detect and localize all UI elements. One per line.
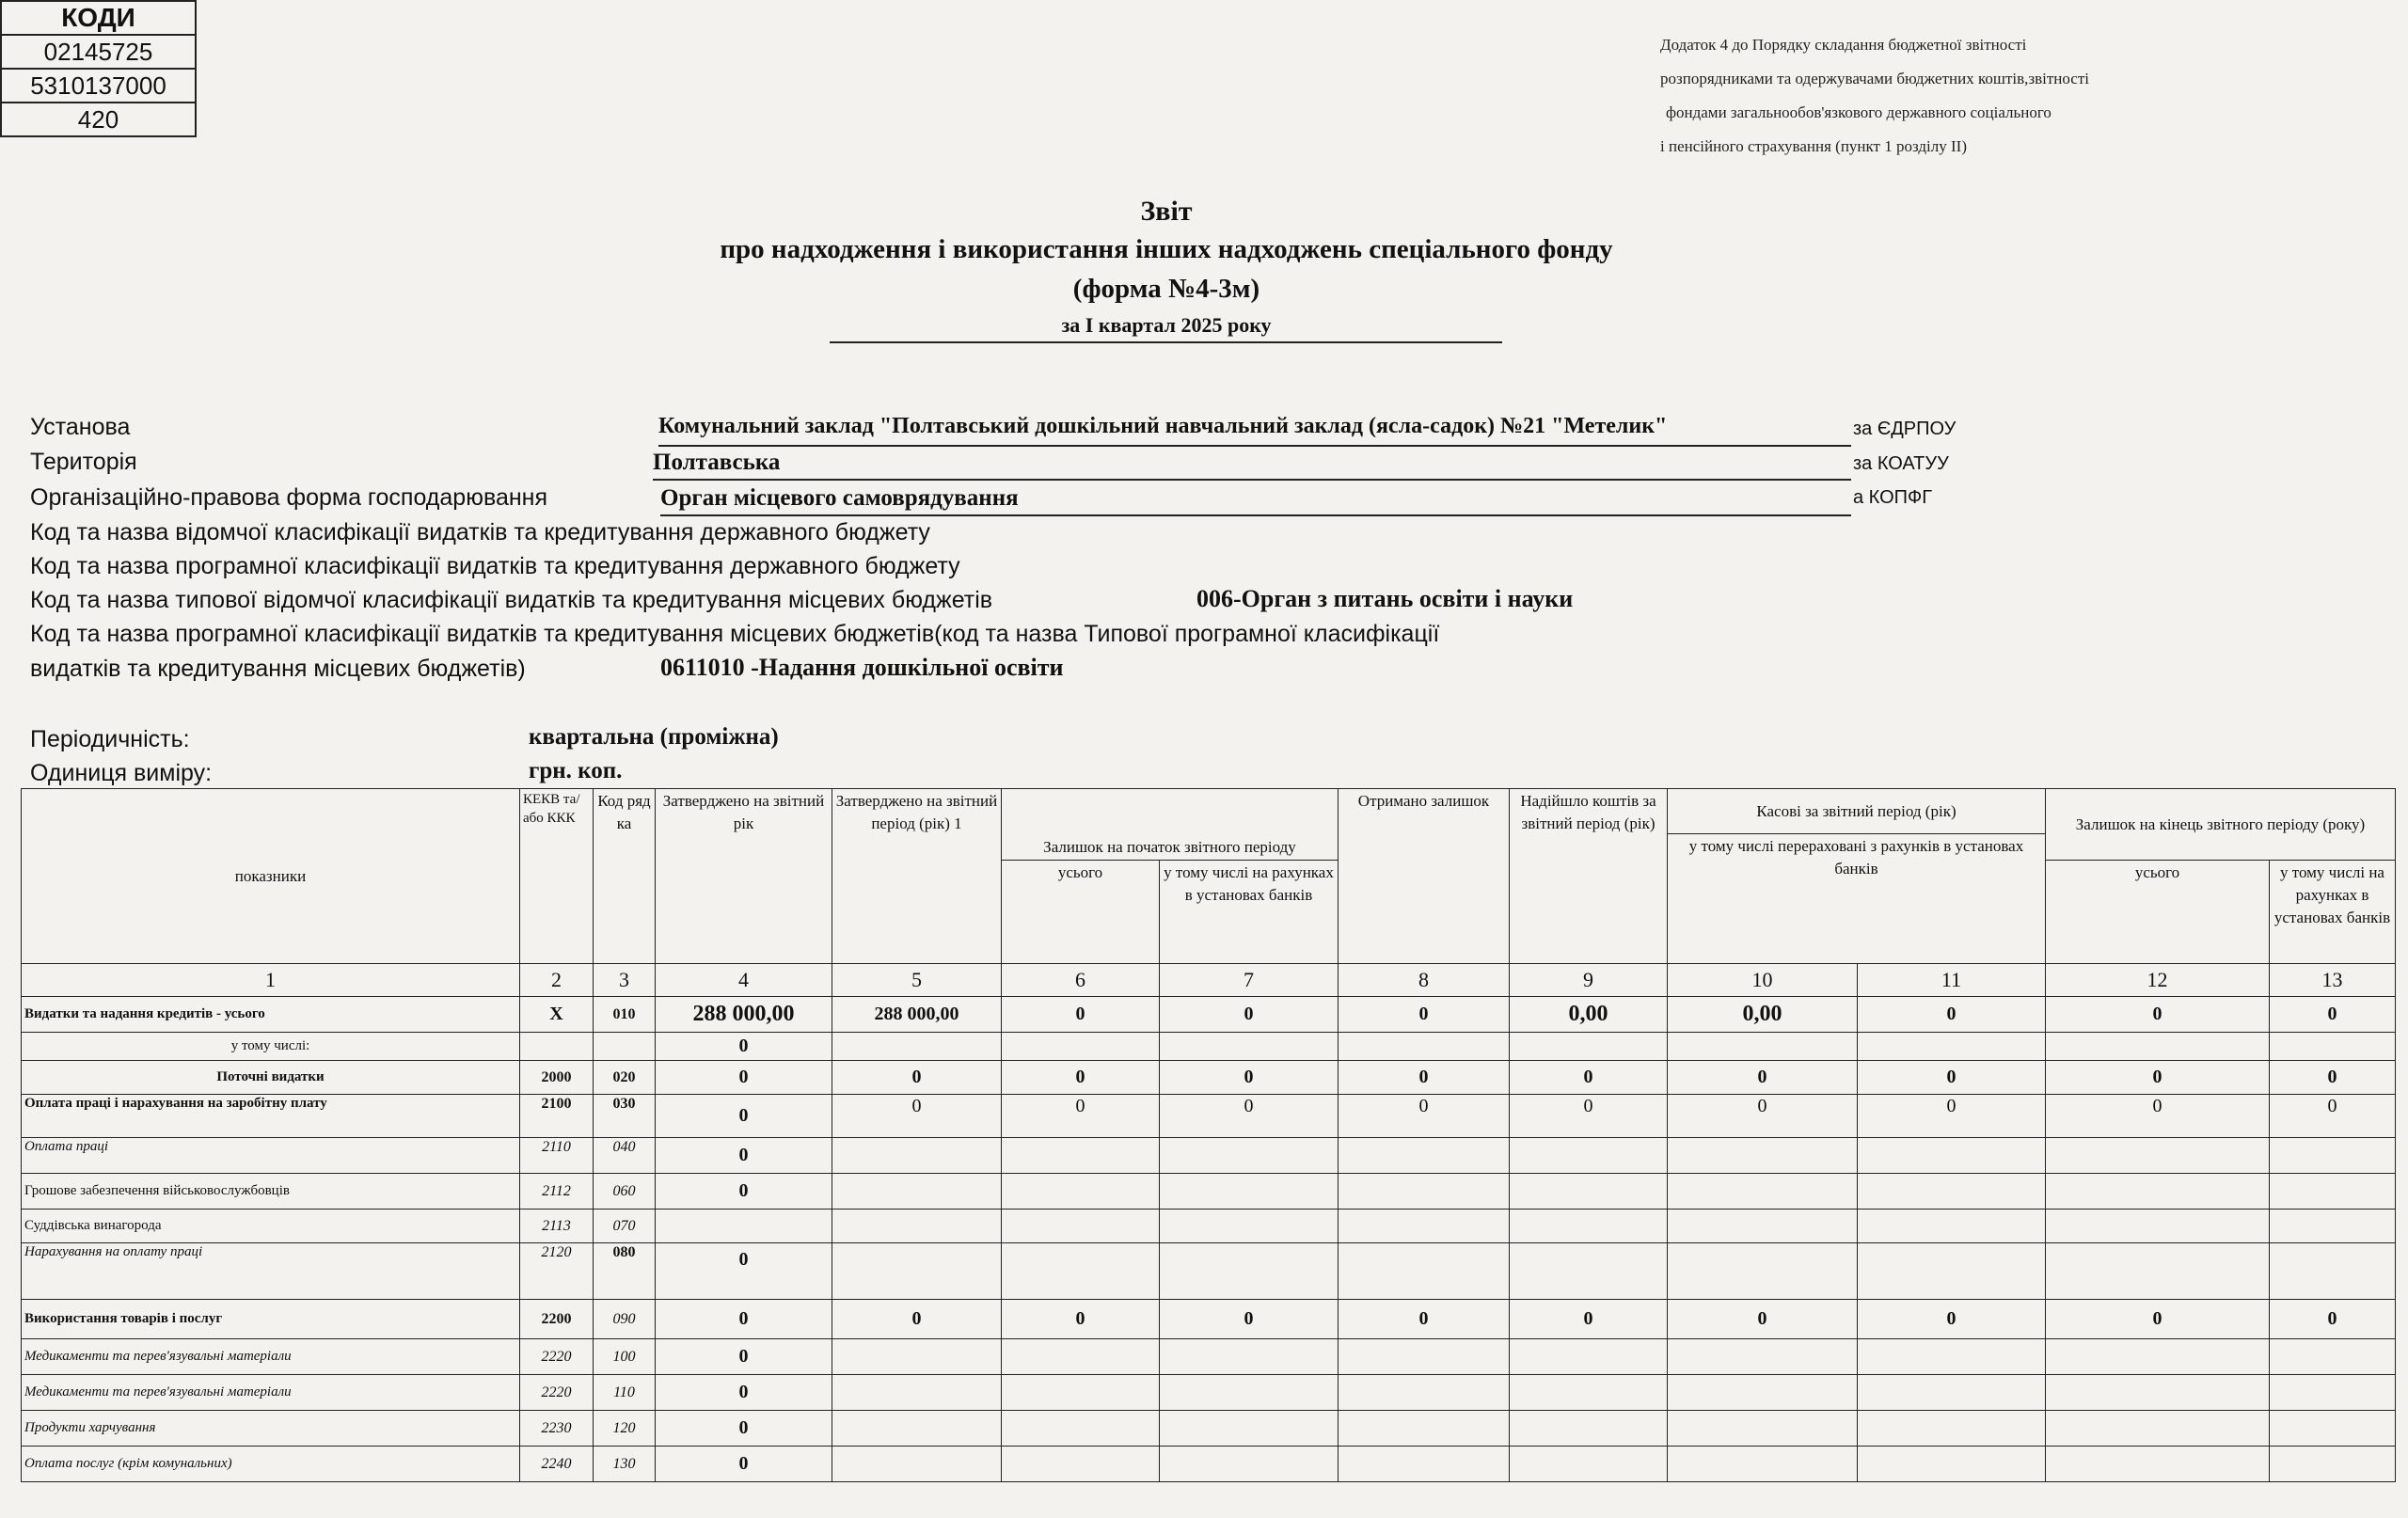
table-row (22, 1138, 2396, 1174)
row-value: 0 (656, 1061, 832, 1095)
row-value (2046, 1138, 2270, 1174)
col-number: 8 (1339, 964, 1510, 997)
typ-dept-local-value: 006-Орган з питань освіти і науки (1196, 585, 1574, 612)
row-value (1668, 1447, 1858, 1482)
row-value (1002, 1375, 1160, 1411)
row-value (1858, 1447, 2046, 1482)
row-value (1510, 1138, 1668, 1174)
row-value (1002, 1243, 1160, 1300)
header-in-bank: у тому числі на рахунках в установах банків (1160, 861, 1339, 964)
row-code: 100 (594, 1339, 656, 1375)
koatuu-label: за КОАТУУ (1853, 453, 1949, 474)
col-number: 2 (520, 964, 594, 997)
row-value (656, 1210, 832, 1243)
edrpou-code: 02145725 (1, 35, 196, 69)
header-kekv: КЕКВ та/або ККК (520, 789, 594, 964)
row-value: 0 (656, 1033, 832, 1061)
row-code: 020 (594, 1061, 656, 1095)
row-value (1339, 1447, 1510, 1482)
row-value (2270, 1447, 2396, 1482)
header-approved-period: Затверджено на звітний період (рік) 1 (832, 789, 1002, 964)
dept-state-label: Код та назва відомчої класифікації видатків та кредитування державного бюджету (30, 519, 930, 546)
row-value: 0 (1668, 1061, 1858, 1095)
row-value: 0 (1858, 997, 2046, 1033)
row-value (2270, 1375, 2396, 1411)
row-value: 0 (832, 1300, 1002, 1339)
appendix-line: і пенсійного страхування (пункт 1 розділу ІІ) (1660, 137, 1967, 155)
row-value (2046, 1033, 2270, 1061)
col-number: 5 (832, 964, 1002, 997)
row-value: 0 (832, 1061, 1002, 1095)
row-value (1002, 1447, 1160, 1482)
periodicity-value: квартальна (проміжна) (529, 724, 779, 750)
row-value (1339, 1375, 1510, 1411)
header-balance-end: Залишок на кінець звітного періоду (року) (2046, 789, 2396, 861)
row-value (1510, 1447, 1668, 1482)
row-value: 0 (656, 1300, 832, 1339)
row-label: Використання товарів і послуг (22, 1300, 520, 1339)
header-in-bank-end: у тому числі на рахунках в установах банків (2270, 861, 2396, 964)
kopfg-code: 420 (1, 103, 196, 136)
unit-label: Одиниця виміру: (30, 760, 213, 786)
row-label: Медикаменти та перев'язувальні матеріали (22, 1339, 520, 1375)
row-value (1002, 1174, 1160, 1210)
row-code: 110 (594, 1375, 656, 1411)
row-kekv: 2220 (520, 1375, 594, 1411)
row-value (832, 1243, 1002, 1300)
report-title-block (0, 193, 2333, 341)
row-value: 0 (656, 1411, 832, 1447)
row-value (1160, 1411, 1339, 1447)
row-value: 0 (1510, 1300, 1668, 1339)
table-row (22, 1210, 2396, 1243)
row-value: 0 (1339, 1300, 1510, 1339)
row-label: Оплата праці (22, 1138, 520, 1174)
col-number: 11 (1858, 964, 2046, 997)
header-transferred: у тому числі перераховані з рахунків в установах банків (1668, 834, 2046, 964)
row-code: 030 (594, 1095, 656, 1138)
row-value (1160, 1375, 1339, 1411)
row-value: 0 (1510, 1061, 1668, 1095)
row-value (1160, 1174, 1339, 1210)
row-value: 0 (1002, 997, 1160, 1033)
row-value (1858, 1210, 2046, 1243)
table-row (22, 1300, 2396, 1339)
row-value (1858, 1138, 2046, 1174)
report-subtitle: про надходження і використання інших надходжень спеціального фонду (720, 234, 1613, 264)
row-label: Видатки та надання кредитів - усього (22, 997, 520, 1033)
row-value (2046, 1210, 2270, 1243)
row-kekv: 2000 (520, 1061, 594, 1095)
row-value: 0,00 (1510, 997, 1668, 1033)
prog-local-label-2: видатків та кредитування місцевих бюджетів) (30, 656, 526, 682)
row-value (832, 1138, 1002, 1174)
row-label: Грошове забезпечення військовослужбовців (22, 1174, 520, 1210)
row-kekv: 2120 (520, 1243, 594, 1300)
row-code: 060 (594, 1174, 656, 1210)
row-value (2270, 1411, 2396, 1447)
row-value (2046, 1447, 2270, 1482)
col-number: 10 (1668, 964, 1858, 997)
row-label: Оплата послуг (крім комунальних) (22, 1447, 520, 1482)
row-value (1668, 1411, 1858, 1447)
row-value (1858, 1174, 2046, 1210)
territory-value: Полтавська (653, 450, 1851, 481)
col-number: 13 (2270, 964, 2396, 997)
row-value: 0 (1858, 1061, 2046, 1095)
row-kekv: 2113 (520, 1210, 594, 1243)
row-value (1002, 1411, 1160, 1447)
typ-dept-local-label: Код та назва типової відомчої класифікації видатків та кредитування місцевих бюджетів (30, 587, 993, 613)
row-value (1002, 1138, 1160, 1174)
header-received-funds: Надійшло коштів за звітний період (рік) (1510, 789, 1668, 964)
row-value (2046, 1243, 2270, 1300)
col-number: 9 (1510, 964, 1668, 997)
row-value (1668, 1138, 1858, 1174)
appendix-line: Додаток 4 до Порядку складання бюджетної звітності (1660, 36, 2027, 54)
row-value: 0 (1858, 1095, 2046, 1138)
unit-value: грн. коп. (529, 758, 623, 783)
table-row (22, 1095, 2396, 1138)
row-value (1858, 1339, 2046, 1375)
row-value: 0 (656, 1339, 832, 1375)
row-value (1668, 1243, 1858, 1300)
row-kekv (520, 1033, 594, 1061)
row-value (1160, 1033, 1339, 1061)
row-value: 0 (1002, 1061, 1160, 1095)
koatuu-code: 5310137000 (1, 69, 196, 103)
table-row (22, 1033, 2396, 1061)
row-value: 288 000,00 (656, 997, 832, 1033)
row-value: 0 (1858, 1300, 2046, 1339)
row-value: 0 (656, 1174, 832, 1210)
row-value: 288 000,00 (832, 997, 1002, 1033)
row-value (832, 1174, 1002, 1210)
row-value: 0 (2270, 1061, 2396, 1095)
row-value: 0 (2046, 997, 2270, 1033)
header-balance-start: Залишок на початок звітного періоду (1002, 789, 1339, 861)
row-kekv: 2240 (520, 1447, 594, 1482)
row-value (1858, 1411, 2046, 1447)
row-value: 0 (1668, 1095, 1858, 1138)
header-row-code: Код ряд ка (594, 789, 656, 964)
row-value (832, 1339, 1002, 1375)
row-value (1160, 1447, 1339, 1482)
row-value (1339, 1339, 1510, 1375)
row-value: 0 (1160, 1300, 1339, 1339)
row-value (1510, 1033, 1668, 1061)
row-value: 0 (2046, 1061, 2270, 1095)
row-value (1160, 1138, 1339, 1174)
row-value (1339, 1174, 1510, 1210)
table-row (22, 1339, 2396, 1375)
table-row (22, 1243, 2396, 1300)
table-row (22, 1411, 2396, 1447)
row-value: 0 (1160, 1095, 1339, 1138)
prog-state-label: Код та назва програмної класифікації видатків та кредитування державного бюджету (30, 553, 960, 579)
row-value (1002, 1339, 1160, 1375)
row-value (1339, 1411, 1510, 1447)
org-form-label: Організаційно-правова форма господарювання (30, 484, 547, 511)
row-label: Продукти харчування (22, 1411, 520, 1447)
column-numbers-row (22, 964, 2396, 997)
row-value: 0 (1002, 1300, 1160, 1339)
prog-local-value: 0611010 -Надання дошкільної освіти (660, 654, 1064, 681)
header-cash-expenses: Касові за звітний період (рік) (1668, 789, 2046, 834)
appendix-note (1660, 28, 2089, 164)
table-row (22, 997, 2396, 1033)
row-kekv: 2110 (520, 1138, 594, 1174)
row-value (2270, 1243, 2396, 1300)
row-label: Медикаменти та перев'язувальні матеріали (22, 1375, 520, 1411)
row-value (1160, 1210, 1339, 1243)
row-value (2270, 1174, 2396, 1210)
row-value (2046, 1375, 2270, 1411)
col-number: 7 (1160, 964, 1339, 997)
row-value (1510, 1243, 1668, 1300)
row-value: 0,00 (1668, 997, 1858, 1033)
header-received-balance: Отримано залишок (1339, 789, 1510, 964)
row-value: 0 (832, 1095, 1002, 1138)
table-row (22, 1061, 2396, 1095)
row-value (832, 1210, 1002, 1243)
table-row (22, 1447, 2396, 1482)
row-value (1339, 1210, 1510, 1243)
table-row (22, 1174, 2396, 1210)
report-form: (форма №4-3м) (1072, 274, 1260, 304)
row-value: 0 (656, 1095, 832, 1138)
row-code: 080 (594, 1243, 656, 1300)
table-row (22, 1375, 2396, 1411)
row-value (1668, 1210, 1858, 1243)
row-value (1858, 1375, 2046, 1411)
institution-value: Комунальний заклад "Полтавський дошкільний навчальний заклад (ясла-садок) №21 "Метелик" (658, 414, 1851, 447)
row-code: 130 (594, 1447, 656, 1482)
codes-header: КОДИ (1, 1, 196, 35)
row-value (1510, 1375, 1668, 1411)
row-value (1510, 1339, 1668, 1375)
row-value: 0 (1002, 1095, 1160, 1138)
row-value (1002, 1210, 1160, 1243)
row-label: Суддівська винагорода (22, 1210, 520, 1243)
appendix-line: фондами загальнообов'язкового державного соціального (1666, 103, 2052, 121)
institution-label: Установа (30, 414, 131, 440)
row-kekv: Х (520, 997, 594, 1033)
row-code: 090 (594, 1300, 656, 1339)
row-code: 040 (594, 1138, 656, 1174)
row-value: 0 (1339, 1095, 1510, 1138)
row-value: 0 (2270, 997, 2396, 1033)
row-value (1160, 1339, 1339, 1375)
row-value: 0 (656, 1243, 832, 1300)
row-value (832, 1375, 1002, 1411)
header-total: усього (1002, 861, 1160, 964)
row-value (2270, 1138, 2396, 1174)
row-value (1858, 1243, 2046, 1300)
header-total-end: усього (2046, 861, 2270, 964)
row-value (2046, 1339, 2270, 1375)
row-value (832, 1411, 1002, 1447)
row-value (832, 1033, 1002, 1061)
row-kekv: 2230 (520, 1411, 594, 1447)
row-value (1339, 1138, 1510, 1174)
territory-label: Територія (30, 449, 137, 475)
row-value: 0 (656, 1375, 832, 1411)
row-kekv: 2112 (520, 1174, 594, 1210)
kopfg-label: а КОПФГ (1853, 487, 1933, 508)
row-label: Оплата праці і нарахування на заробітну плату (22, 1095, 520, 1138)
row-value (2270, 1210, 2396, 1243)
header-indicators: показники (22, 789, 520, 964)
period-underline (830, 341, 1502, 343)
org-form-value: Орган місцевого самоврядування (660, 485, 1851, 516)
col-number: 6 (1002, 964, 1160, 997)
row-value (1858, 1033, 2046, 1061)
row-value (1668, 1033, 1858, 1061)
row-kekv: 2100 (520, 1095, 594, 1138)
appendix-line: розпорядниками та одержувачами бюджетних коштів,звітності (1660, 70, 2089, 87)
edrpou-label: за ЄДРПОУ (1853, 419, 1956, 439)
report-title: Звіт (1140, 196, 1193, 227)
row-value (2270, 1339, 2396, 1375)
row-label: у тому числі: (22, 1033, 520, 1061)
row-value (1510, 1210, 1668, 1243)
row-value: 0 (1339, 997, 1510, 1033)
row-label: Нарахування на оплату праці (22, 1243, 520, 1300)
report-table (21, 788, 2396, 1482)
codes-table (0, 0, 197, 137)
col-number: 4 (656, 964, 832, 997)
row-value (832, 1447, 1002, 1482)
row-code: 070 (594, 1210, 656, 1243)
row-label: Поточні видатки (22, 1061, 520, 1095)
row-value (1668, 1339, 1858, 1375)
row-value (1002, 1033, 1160, 1061)
row-value: 0 (656, 1138, 832, 1174)
row-value (1668, 1375, 1858, 1411)
row-value: 0 (1339, 1061, 1510, 1095)
header-approved-year: Затверджено на звітний рік (656, 789, 832, 964)
col-number: 3 (594, 964, 656, 997)
row-value: 0 (2270, 1095, 2396, 1138)
row-value: 0 (1510, 1095, 1668, 1138)
row-value: 0 (1668, 1300, 1858, 1339)
row-value (2270, 1033, 2396, 1061)
col-number: 1 (22, 964, 520, 997)
row-value: 0 (1160, 1061, 1339, 1095)
row-value (2046, 1174, 2270, 1210)
row-value (1510, 1174, 1668, 1210)
row-value (1160, 1243, 1339, 1300)
row-value (2046, 1411, 2270, 1447)
row-kekv: 2220 (520, 1339, 594, 1375)
prog-local-label: Код та назва програмної класифікації видатків та кредитування місцевих бюджетів(код та назва Типової програмної класифікації (30, 621, 1440, 647)
row-value: 0 (2046, 1095, 2270, 1138)
row-code: 120 (594, 1411, 656, 1447)
row-value (1339, 1243, 1510, 1300)
row-value (1339, 1033, 1510, 1061)
row-value (1668, 1174, 1858, 1210)
row-code: 010 (594, 997, 656, 1033)
row-value (1510, 1411, 1668, 1447)
report-period: за І квартал 2025 року (1061, 313, 1272, 337)
row-code (594, 1033, 656, 1061)
row-value: 0 (1160, 997, 1339, 1033)
row-value: 0 (2046, 1300, 2270, 1339)
col-number: 12 (2046, 964, 2270, 997)
periodicity-label: Періодичність: (30, 726, 190, 752)
row-value: 0 (2270, 1300, 2396, 1339)
row-value: 0 (656, 1447, 832, 1482)
row-kekv: 2200 (520, 1300, 594, 1339)
